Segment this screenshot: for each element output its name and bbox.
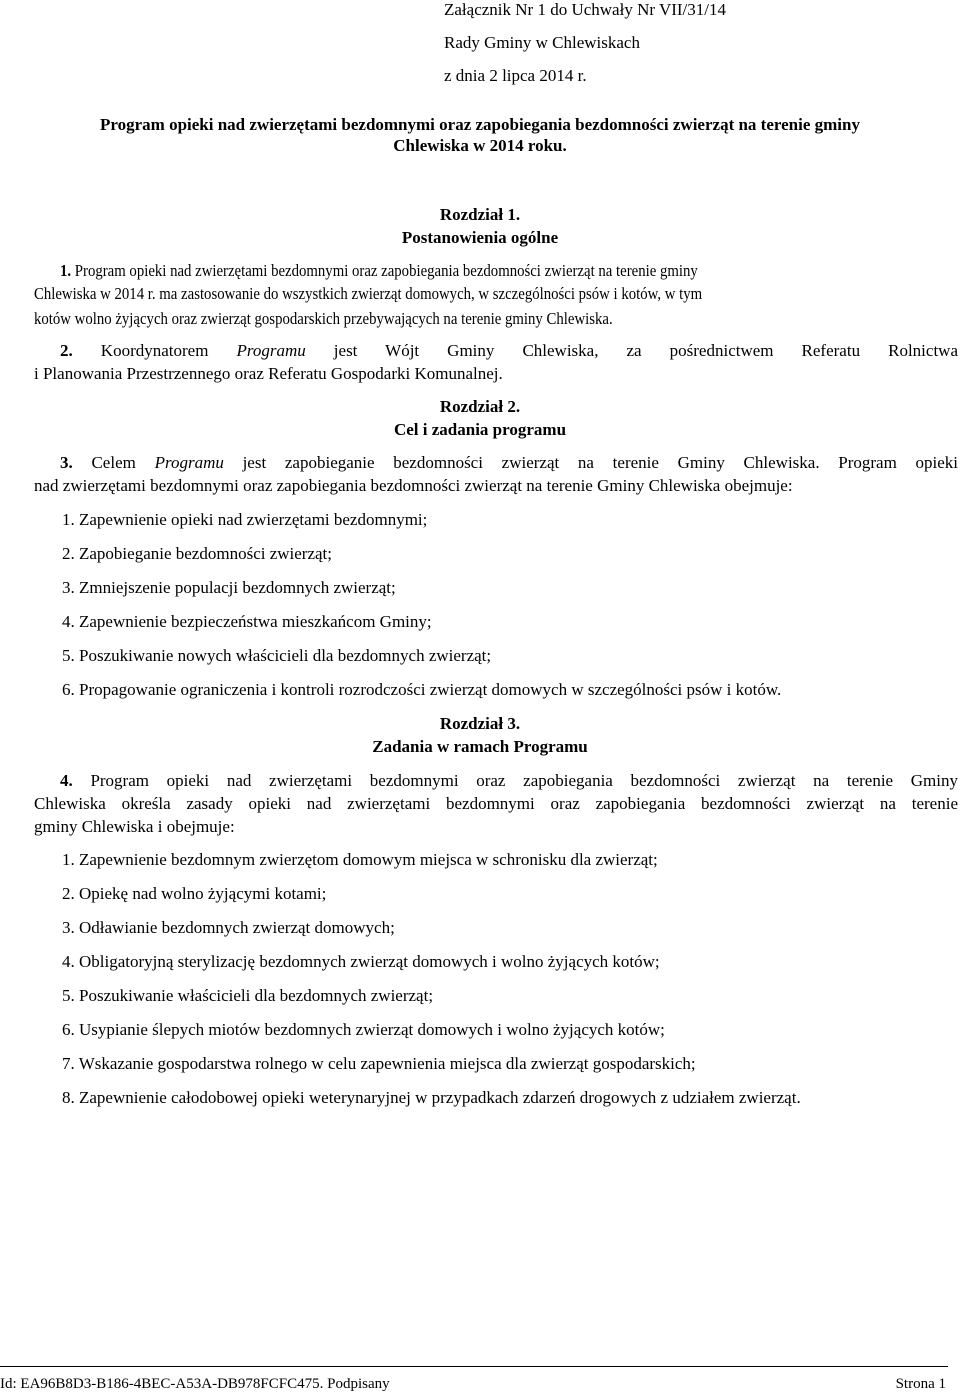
paragraph-3-text-c: jest zapobieganie bezdomności zwierząt na terenie Gminy Chlewiska. Program opieki [242, 453, 959, 472]
paragraph-4-line2: Chlewiska określa zasady opieki nad zwierzętami bezdomnymi oraz zapobiegania bezdomności zwierząt na terenie [34, 794, 958, 813]
chapter1-heading: Rozdział 1. [439, 205, 521, 224]
list-item: 5. Poszukiwanie właścicieli dla bezdomnych zwierząt; [62, 986, 434, 1005]
section-2-number: 2. [60, 341, 73, 360]
list-item: 1. Zapewnienie opieki nad zwierzętami bezdomnymi; [62, 510, 428, 529]
list-item: 8. Zapewnienie całodobowej opieki weterynaryjnej w przypadkach zdarzeń drogowych z udziałem zwierząt. [62, 1088, 801, 1107]
paragraph-4-text: Program opieki nad zwierzętami bezdomnymi oraz zapobiegania bezdomności zwierząt na terenie Gminy [90, 771, 959, 790]
programu-italic: Programu [154, 453, 224, 472]
section-4-number: 4. [60, 771, 73, 790]
paragraph-2-line1 [60, 341, 958, 361]
paragraph-1-text: Program opieki nad zwierzętami bezdomnymi oraz zapobiegania bezdomności zwierząt na terenie gminy [74, 261, 698, 280]
paragraph-2-text-a: Koordynatorem [100, 341, 209, 360]
footer-divider [0, 1366, 948, 1367]
chapter2-heading: Rozdział 2. [439, 397, 521, 416]
paragraph-1-line3: kotów wolno żyjących oraz zwierząt gospodarskich przebywających na terenie gminy Chlewiska. [34, 309, 613, 328]
footer-document-id: Id: EA96B8D3-B186-4BEC-A53A-DB978FCFC475. Podpisany [0, 1376, 390, 1392]
paragraph-1-line2: Chlewiska w 2014 r. ma zastosowanie do wszystkich zwierząt domowych, w szczególności psów i kotów, w tym [34, 284, 703, 303]
paragraph-3-line1 [60, 453, 958, 473]
list-item: 6. Propagowanie ograniczenia i kontroli rozrodczości zwierząt domowych w szczególności psów i kotów. [62, 680, 782, 699]
paragraph-2-line2: i Planowania Przestrzennego oraz Referatu Gospodarki Komunalnej. [34, 364, 503, 383]
list-item: 1. Zapewnienie bezdomnym zwierzętom domowym miejsca w schronisku dla zwierząt; [62, 850, 658, 869]
chapter3-subheading: Zadania w ramach Programu [372, 737, 588, 756]
paragraph-3-text-a: Celem [91, 453, 136, 472]
document-title-line2: Chlewiska w 2014 roku. [393, 136, 567, 155]
list-item: 4. Zapewnienie bezpieczeństwa mieszkańcom Gminy; [62, 612, 432, 631]
paragraph-4-line3: gminy Chlewiska i obejmuje: [34, 817, 235, 836]
paragraph-3-line2: nad zwierzętami bezdomnymi oraz zapobiegania bezdomności zwierząt na terenie Gminy Chlewiska obejmuje: [34, 476, 793, 495]
list-item: 5. Poszukiwanie nowych właścicieli dla bezdomnych zwierząt; [62, 646, 492, 665]
document-title-line1: Program opieki nad zwierzętami bezdomnymi oraz zapobiegania bezdomności zwierząt na terenie gminy [99, 115, 860, 134]
paragraph-4-line1 [60, 771, 958, 791]
paragraph-2-text-c: jest Wójt Gminy Chlewiska, za pośrednictwem Referatu Rolnictwa [333, 341, 958, 360]
section-1-number: 1. [60, 261, 72, 280]
attachment-header-line3: z dnia 2 lipca 2014 r. [444, 66, 587, 85]
attachment-header-line2: Rady Gminy w Chlewiskach [444, 33, 640, 52]
list-item: 3. Odławianie bezdomnych zwierząt domowych; [62, 918, 395, 937]
paragraph-1-line1 [60, 261, 698, 281]
footer-page-number: Strona 1 [895, 1376, 946, 1392]
chapter2-subheading: Cel i zadania programu [393, 420, 567, 439]
section-3-number: 3. [60, 453, 73, 472]
list-item: 3. Zmniejszenie populacji bezdomnych zwierząt; [62, 578, 396, 597]
programu-italic: Programu [236, 341, 306, 360]
list-item: 6. Usypianie ślepych miotów bezdomnych zwierząt domowych i wolno żyjących kotów; [62, 1020, 665, 1039]
list-item: 7. Wskazanie gospodarstwa rolnego w celu zapewnienia miejsca dla zwierząt gospodarskich; [62, 1054, 696, 1073]
list-item: 2. Zapobieganie bezdomności zwierząt; [62, 544, 332, 563]
list-item: 2. Opiekę nad wolno żyjącymi kotami; [62, 884, 327, 903]
list-item: 4. Obligatoryjną sterylizację bezdomnych zwierząt domowych i wolno żyjących kotów; [62, 952, 660, 971]
chapter3-heading: Rozdział 3. [439, 714, 521, 733]
attachment-header-line1: Załącznik Nr 1 do Uchwały Nr VII/31/14 [444, 0, 726, 19]
chapter1-subheading: Postanowienia ogólne [401, 228, 559, 247]
